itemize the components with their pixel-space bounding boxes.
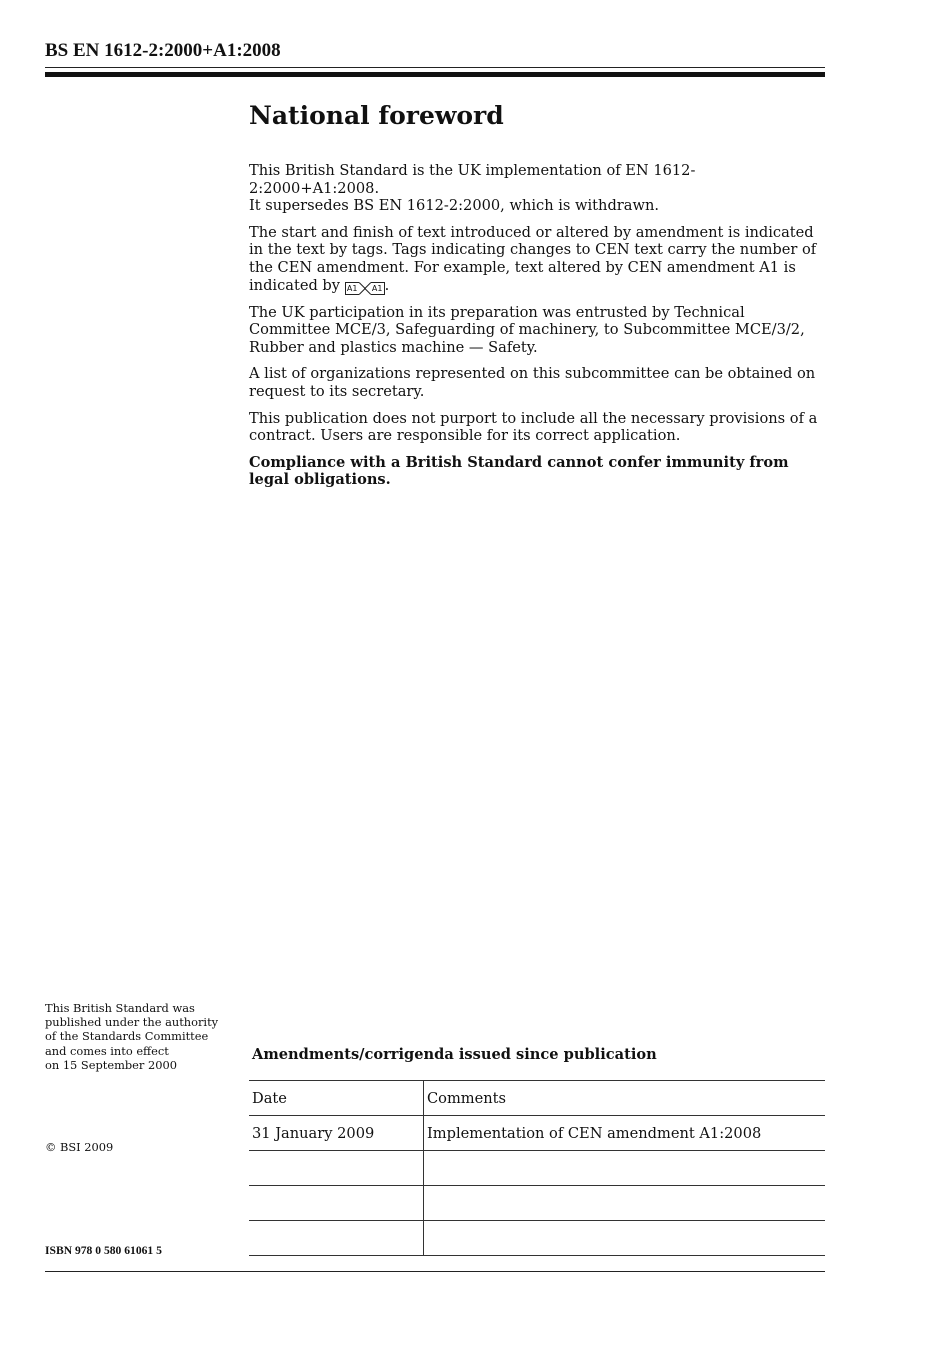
paragraph-organizations: A list of organizations represented on this subcommittee can be obtained on request to its secretary. (249, 365, 816, 400)
document-id: BS EN 1612-2:2000+A1:2008 (45, 40, 281, 61)
supersedes-line: It supersedes BS EN 1612-2:2000, which is withdrawn. (249, 197, 659, 215)
column-header-comments: Comments (424, 1081, 826, 1116)
cell-date: 31 January 2009 (249, 1116, 424, 1151)
cell-date (249, 1186, 424, 1221)
table-row (249, 1116, 825, 1151)
paragraph-implementation (249, 162, 825, 215)
page-title: National foreword (249, 101, 504, 130)
amendment-close-tag-icon: A1 (371, 282, 385, 295)
foreword-body (249, 162, 825, 498)
table-header-row (249, 1081, 825, 1116)
implementation-line: This British Standard is the UK implementation of EN 1612-2:2000+A1:2008. (249, 162, 696, 197)
publication-note: This British Standard was published under the authority of the Standards Committee and comes into effect on 15 September 2000 (45, 1001, 219, 1072)
header-rule-thick (45, 72, 825, 77)
column-header-date: Date (249, 1081, 424, 1116)
paragraph-contract: This publication does not purport to include all the necessary provisions of a contract. Users are responsible for its correct application. (249, 409, 818, 445)
footer-rule (45, 1271, 825, 1272)
tags-text: The start and finish of text introduced or altered by amendment is indicated in the text by tags. Tags indicating changes to CEN text carry the number of the CEN amendment. For example, text altered by CEN amendment A1 is indicated by (249, 223, 817, 294)
copyright: © BSI 2009 (45, 1140, 114, 1154)
header-rule-thin (45, 67, 825, 68)
amendments-table (249, 1080, 825, 1256)
table-row (249, 1186, 825, 1221)
amendments-heading: Amendments/corrigenda issued since publication (252, 1046, 657, 1063)
paragraph-compliance: Compliance with a British Standard cannot confer immunity from legal obligations. (249, 453, 789, 489)
amendment-open-tag-icon: A1 (345, 282, 359, 295)
cell-comments: Implementation of CEN amendment A1:2008 (424, 1116, 826, 1151)
cell-date (249, 1221, 424, 1256)
cell-comments (424, 1186, 826, 1221)
table-row (249, 1221, 825, 1256)
paragraph-committee: The UK participation in its preparation was entrusted by Technical Committee MCE/3, Safeguarding of machinery, to Subcommittee MCE/3/2, Rubber and plastics machine — Safety. (249, 303, 805, 356)
table-row (249, 1151, 825, 1186)
cell-date (249, 1151, 424, 1186)
cell-comments (424, 1221, 826, 1256)
cell-comments (424, 1151, 826, 1186)
isbn: ISBN 978 0 580 61061 5 (45, 1244, 162, 1257)
paragraph-tags (249, 224, 825, 295)
tags-period: . (384, 276, 390, 294)
